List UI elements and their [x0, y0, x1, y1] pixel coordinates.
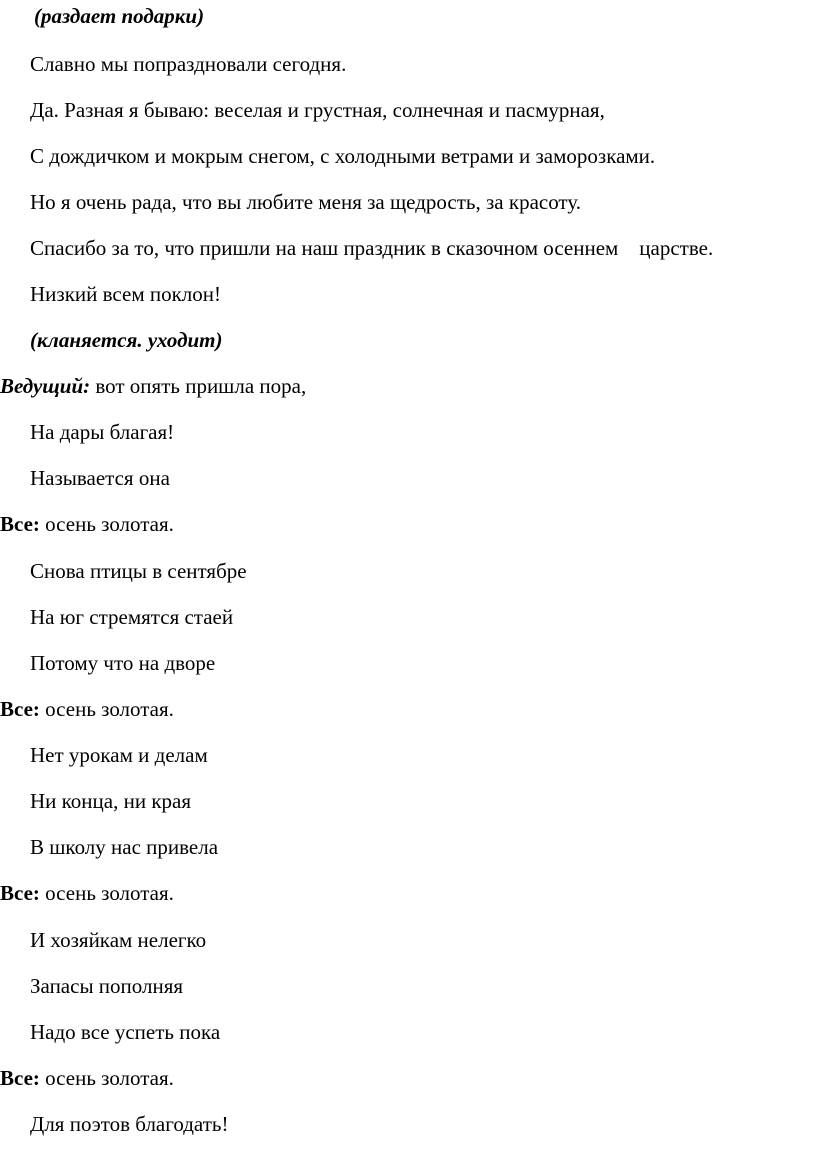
text-line: На дары благая!	[30, 420, 175, 444]
speaker-line	[0, 511, 174, 537]
text-line: Надо все успеть пока	[30, 1020, 221, 1044]
speaker-text: вот опять пришла пора,	[90, 374, 307, 398]
text-line: Спасибо за то, что пришли на наш праздник в сказочном осеннем царстве.	[30, 236, 714, 260]
text-line: И хозяйкам нелегко	[30, 928, 207, 952]
speaker-text: осень золотая.	[39, 512, 174, 536]
text-line: На юг стремятся стаей	[30, 605, 234, 629]
text-line: Низкий всем поклон!	[30, 282, 222, 306]
text-line: Запасы пополняя	[30, 974, 184, 998]
text-line: С дождичком и мокрым снегом, с холодными ветрами и заморозками.	[30, 144, 656, 168]
speaker-text: осень золотая.	[39, 697, 174, 721]
text-line: Нет урокам и делам	[30, 743, 208, 767]
text-line: Для поэтов благодать!	[30, 1112, 229, 1136]
speaker-name: Все:	[0, 881, 40, 905]
stage-direction-gives-gifts: (раздает подарки)	[34, 4, 205, 28]
text-line: Ни конца, ни края	[30, 789, 191, 813]
text-line: Называется она	[30, 466, 170, 490]
speaker-line	[0, 880, 174, 906]
text-line: Славно мы попраздновали сегодня.	[30, 52, 347, 76]
text-line: Но я очень рада, что вы любите меня за щедрость, за красоту.	[30, 190, 581, 214]
speaker-line	[0, 1065, 174, 1091]
speaker-line	[0, 373, 306, 399]
speaker-name: Все:	[0, 697, 40, 721]
text-line: Потому что на дворе	[30, 651, 216, 675]
speaker-line	[0, 696, 174, 722]
speaker-name: Ведущий:	[0, 374, 91, 398]
text-line: В школу нас привела	[30, 835, 219, 859]
speaker-text: осень золотая.	[39, 881, 174, 905]
speaker-name: Все:	[0, 1066, 40, 1090]
stage-direction-bows-leaves: (кланяется. уходит)	[30, 328, 223, 352]
text-line: Снова птицы в сентябре	[30, 559, 247, 583]
speaker-name: Все:	[0, 512, 40, 536]
text-line: Да. Разная я бываю: веселая и грустная, солнечная и пасмурная,	[30, 98, 605, 122]
speaker-text: осень золотая.	[39, 1066, 174, 1090]
